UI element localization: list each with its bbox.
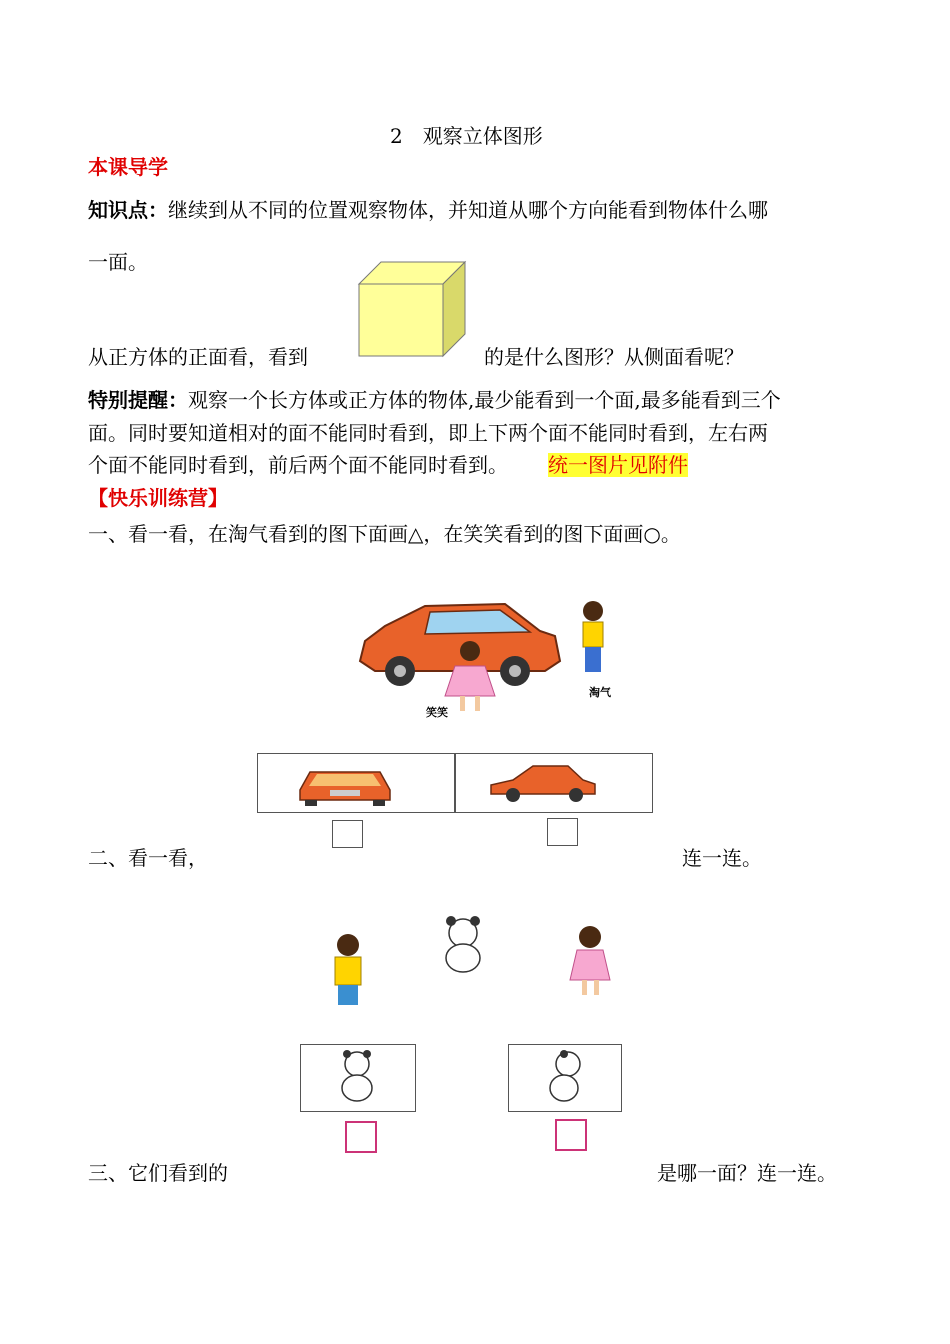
panda-side-body [550,1075,578,1101]
panda-front-body [342,1075,372,1101]
boy-figure-shirt [335,957,361,985]
reminder-text3: 个面不能同时看到，前后两个面不能同时看到。 [88,453,508,477]
panda-front-view [330,1048,385,1108]
girl-figure-leg-right [594,980,599,995]
panda-ear-left [446,916,456,926]
question-2-after: 连一连。 [682,846,762,870]
panda-body [446,944,480,972]
attachment-note: 统一图片见附件 [548,453,688,477]
knowledge-label: 知识点： [88,198,168,222]
girl-figure-head [579,926,601,948]
cube-front-face [359,284,443,356]
boy-taoqi-shirt [583,622,603,647]
question-3-after: 是哪一面？连一连。 [657,1161,837,1185]
reminder-label: 特别提醒： [88,388,188,412]
reminder-line1 [88,388,781,412]
car-front-grille [330,790,360,796]
question-3-before: 三、它们看到的 [88,1161,228,1185]
label-xiaoxiao: 笑笑 [426,706,448,719]
boy-figure-head [337,934,359,956]
knowledge-paragraph [88,198,768,222]
cube-question-after: 的是什么图形？从侧面看呢？ [484,345,744,369]
answer-box-car-front[interactable] [332,820,363,848]
girl-leg-left [460,696,465,711]
reminder-text1: 观察一个长方体或正方体的物体,最少能看到一个面,最多能看到三个 [188,388,781,412]
knowledge-text-line2: 一面。 [88,250,148,274]
section-training-heading: 【快乐训练营】 [88,486,228,510]
car-views-divider [454,754,456,812]
panda-side-view [538,1048,593,1108]
panda-ear-right [470,916,480,926]
panda-scene-illustration [320,915,640,1015]
girl-leg-right [475,696,480,711]
girl-xiaoxiao-head [460,641,480,661]
reminder-line2: 面。同时要知道相对的面不能同时看到，即上下两个面不能同时看到，左右两 [88,421,768,445]
car-side-wheel-rear [569,788,583,802]
car-hubcap-rear [509,665,521,677]
car-front-windshield [309,774,381,786]
answer-box-car-side[interactable] [547,818,578,846]
page-title: 2 观察立体图形 [390,124,543,148]
car-hubcap-front [394,665,406,677]
panda-front-ear-left [343,1050,351,1058]
reminder-line3 [88,453,688,477]
car-side-view [488,760,598,805]
boy-figure-pants [338,985,358,1005]
panda-side-head [556,1052,580,1076]
cube-question-before: 从正方体的正面看，看到 [88,345,308,369]
question-2-before: 二、看一看， [88,846,208,870]
label-taoqi: 淘气 [589,686,611,699]
answer-box-panda-side[interactable] [555,1119,587,1151]
cube-illustration [355,260,470,360]
question-1-text: 一、看一看，在淘气看到的图下面画△，在笑笑看到的图下面画○。 [88,522,681,546]
section-intro-heading: 本课导学 [88,155,168,179]
boy-taoqi-head [583,601,603,621]
answer-box-panda-front[interactable] [345,1121,377,1153]
car-scene-illustration [355,596,630,721]
boy-taoqi-pants [585,647,601,672]
panda-side-ear [560,1050,568,1058]
car-front-tire-left [305,800,317,806]
car-front-view [295,762,395,807]
car-front-tire-right [373,800,385,806]
panda-front-ear-right [363,1050,371,1058]
girl-figure-leg-left [582,980,587,995]
car-side-wheel-front [506,788,520,802]
knowledge-text: 继续到从不同的位置观察物体，并知道从哪个方向能看到物体什么哪 [168,198,768,222]
girl-figure-dress [570,950,610,980]
